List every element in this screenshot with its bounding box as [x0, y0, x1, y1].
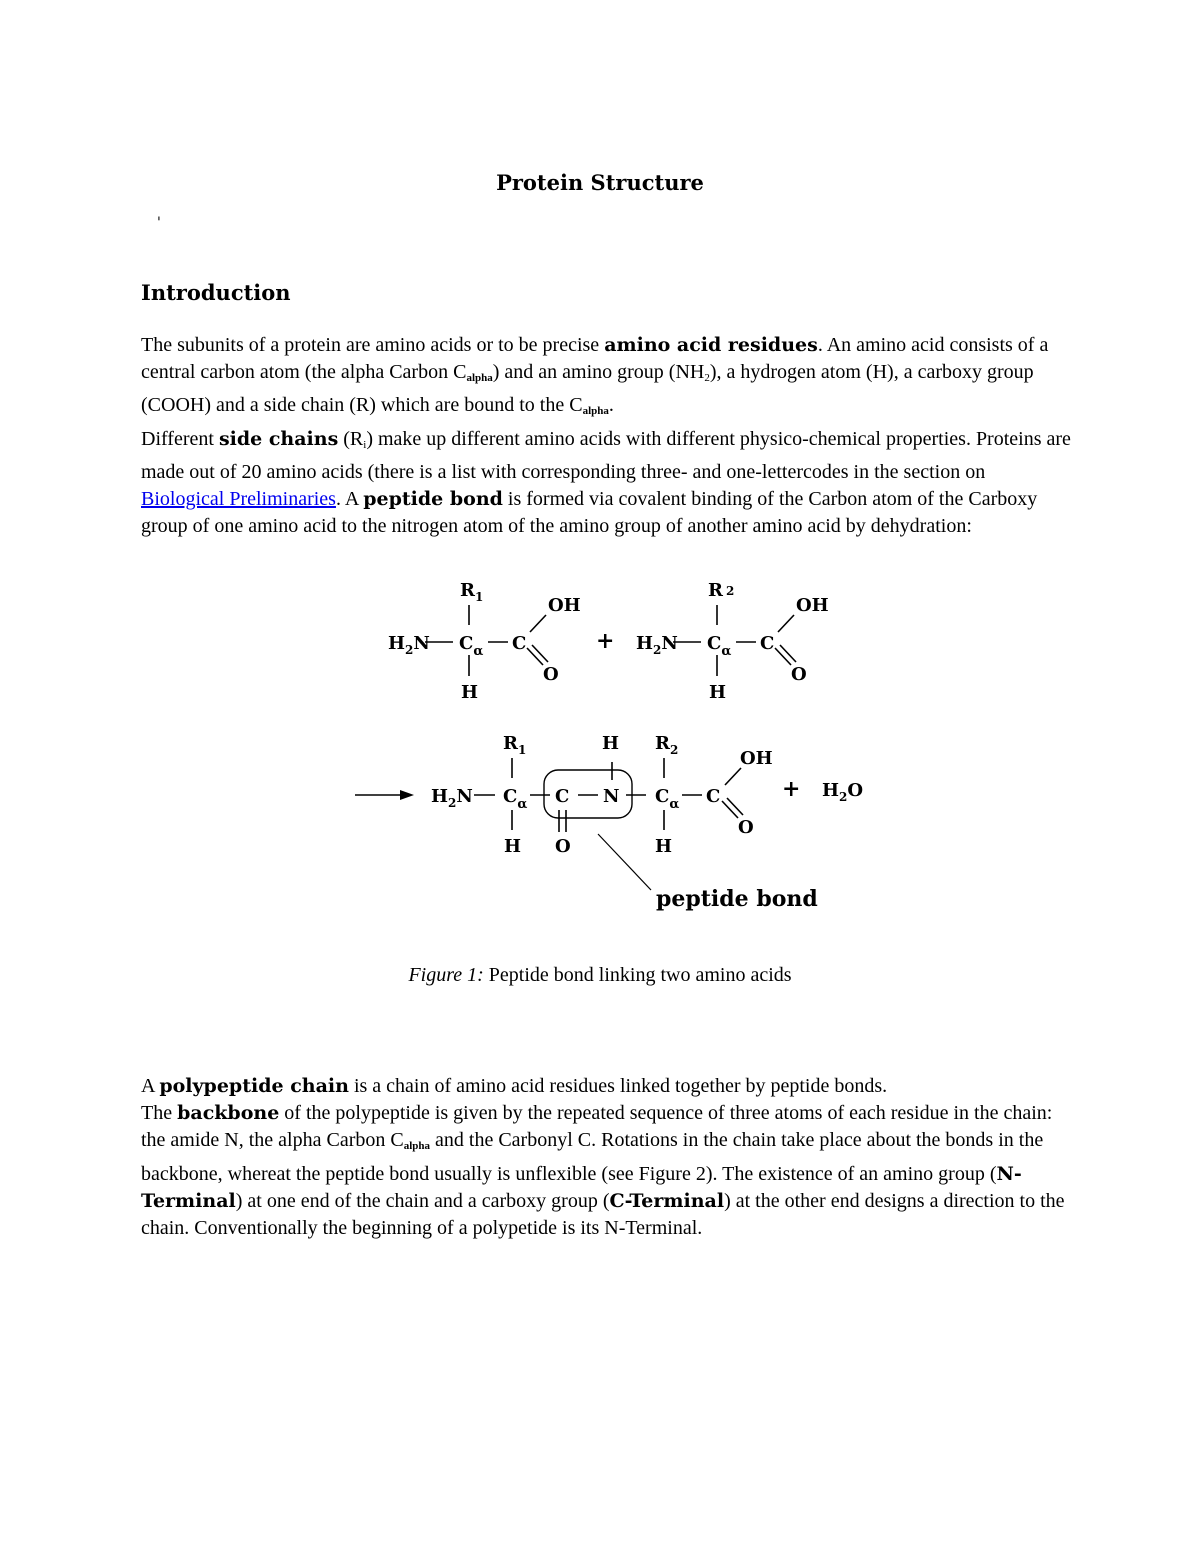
subscript-alpha: alpha — [466, 372, 493, 385]
term-side-chains: side chains — [218, 427, 339, 450]
oh-label: OH — [740, 748, 773, 769]
oxygen-label: O — [738, 817, 754, 838]
term-peptide-bond: peptide bond — [363, 488, 503, 511]
r1-label: $R_1$ — [460, 580, 484, 604]
hydrogen-label: H — [709, 682, 727, 703]
peptide-bond-pointer-line — [598, 834, 651, 890]
r2-label: $R_2$ — [655, 733, 679, 757]
section-heading-introduction: Introduction — [141, 280, 291, 305]
caption-label: Figure 1: — [408, 964, 484, 986]
carbonyl-oxygen-label: O — [555, 836, 571, 857]
water-label: $H_2O$ — [822, 780, 864, 804]
term-c-terminal: C-Terminal — [609, 1189, 725, 1212]
bond-line — [775, 648, 791, 665]
text-run: A — [141, 1075, 160, 1097]
term-amino-acid-residues: amino acid residues — [604, 334, 818, 356]
oh-label: OH — [548, 595, 581, 616]
stray-tick-mark: ' — [157, 215, 161, 231]
c-alpha-label: $C_\alpha$ — [655, 786, 680, 812]
c-alpha-label: $C_\alpha$ — [707, 633, 732, 659]
subscript-i: i — [363, 438, 367, 451]
figure-caption — [0, 964, 1200, 987]
subscript-alpha: alpha — [582, 405, 609, 418]
oxygen-label: O — [791, 664, 807, 685]
text-run: The subunits of a protein are amino acids or to be precise — [141, 334, 605, 356]
amide-nitrogen-label: N — [603, 786, 620, 807]
text-run: The — [141, 1102, 178, 1125]
reaction-arrow-head — [400, 790, 414, 800]
subscript-2: 2 — [704, 372, 710, 385]
hydrogen-label: H — [504, 836, 522, 857]
text-run: ), a hydrogen atom (H), a carboxy group (COOH) and a side chain (R) which are bound to the C — [141, 361, 1034, 417]
bond-line — [727, 798, 743, 815]
text-run: ) make up different amino acids with different physico-chemical properties. Proteins are made out of 20 amino acids (there is a list with corresponding three- and one-lettercodes in the section on — [141, 427, 1071, 483]
plus-sign: + — [782, 776, 801, 802]
bond-line — [722, 801, 738, 818]
r1-label: $R_1$ — [503, 733, 527, 757]
term-n-terminal: N-Terminal — [141, 1162, 1022, 1212]
carbonyl-carbon-label: C — [555, 786, 570, 807]
text-run: ) at the other end designs a direction to the chain. Conventionally the beginning of a polypetide is its N-Terminal. — [141, 1189, 1065, 1240]
text-run: ) and an amino group (NH — [492, 361, 705, 384]
subscript-alpha: alpha — [403, 1140, 431, 1153]
caption-text: Peptide bond linking two amino acids — [483, 964, 792, 986]
r2-label: R 2 — [708, 580, 735, 601]
hydrogen-label: H — [461, 682, 479, 703]
h2n-label: $H_2N$ — [636, 633, 678, 657]
text-run: and the Carbonyl C. Rotations in the chain take place about the bonds in the backbone, whereat the peptide bond usually is unflexible (see Figure 2). The existence of an amino group ( — [141, 1129, 1044, 1185]
oh-label: OH — [796, 595, 829, 616]
term-backbone: backbone — [177, 1102, 280, 1125]
hydrogen-label: H — [655, 836, 673, 857]
carboxyl-carbon-label: C — [706, 786, 721, 807]
term-polypeptide-chain: polypeptide chain — [159, 1075, 349, 1097]
carboxyl-carbon-label: C — [760, 633, 775, 654]
text-run: . — [608, 394, 614, 417]
text-run: is a chain of amino acid residues linked together by peptide bonds. — [348, 1075, 888, 1097]
bond-line — [530, 615, 546, 632]
text-run: is formed via covalent binding of the Carbon atom of the Carboxy group of one amino acid to the nitrogen atom of the amino group of another amino acid by dehydration: — [141, 488, 1038, 538]
bond-line — [527, 648, 543, 665]
biological-preliminaries-link[interactable]: Biological Preliminaries — [141, 488, 336, 511]
bond-line — [778, 615, 794, 632]
plus-sign: + — [596, 628, 615, 654]
carboxyl-carbon-label: C — [512, 633, 527, 654]
polypeptide-paragraph — [141, 1073, 1071, 1242]
oxygen-label: O — [543, 664, 559, 685]
text-run: ) at one end of the chain and a carboxy group ( — [235, 1189, 610, 1212]
intro-paragraph — [141, 332, 1071, 540]
h2n-label: $H_2N$ — [431, 786, 473, 810]
h2n-label: $H_2N$ — [388, 633, 430, 657]
c-alpha-label: $C_\alpha$ — [503, 786, 528, 812]
document-title: Protein Structure — [496, 170, 704, 195]
peptide-bond-figure — [0, 560, 1200, 930]
amide-hydrogen-label: H — [602, 733, 620, 754]
text-run: . An amino acid consists of a central carbon atom (the alpha Carbon C — [141, 334, 1049, 384]
peptide-bond-label: peptide bond — [656, 886, 818, 912]
bond-line — [725, 768, 741, 785]
bond-line — [780, 645, 796, 662]
bond-line — [532, 645, 548, 662]
text-run: of the polypeptide is given by the repeated sequence of three atoms of each residue in the chain: the amide N, the alpha Carbon C — [141, 1102, 1053, 1152]
text-run: (R — [338, 427, 364, 450]
c-alpha-label: $C_\alpha$ — [459, 633, 484, 659]
text-run: Different — [141, 427, 219, 450]
text-run: . A — [335, 488, 364, 511]
